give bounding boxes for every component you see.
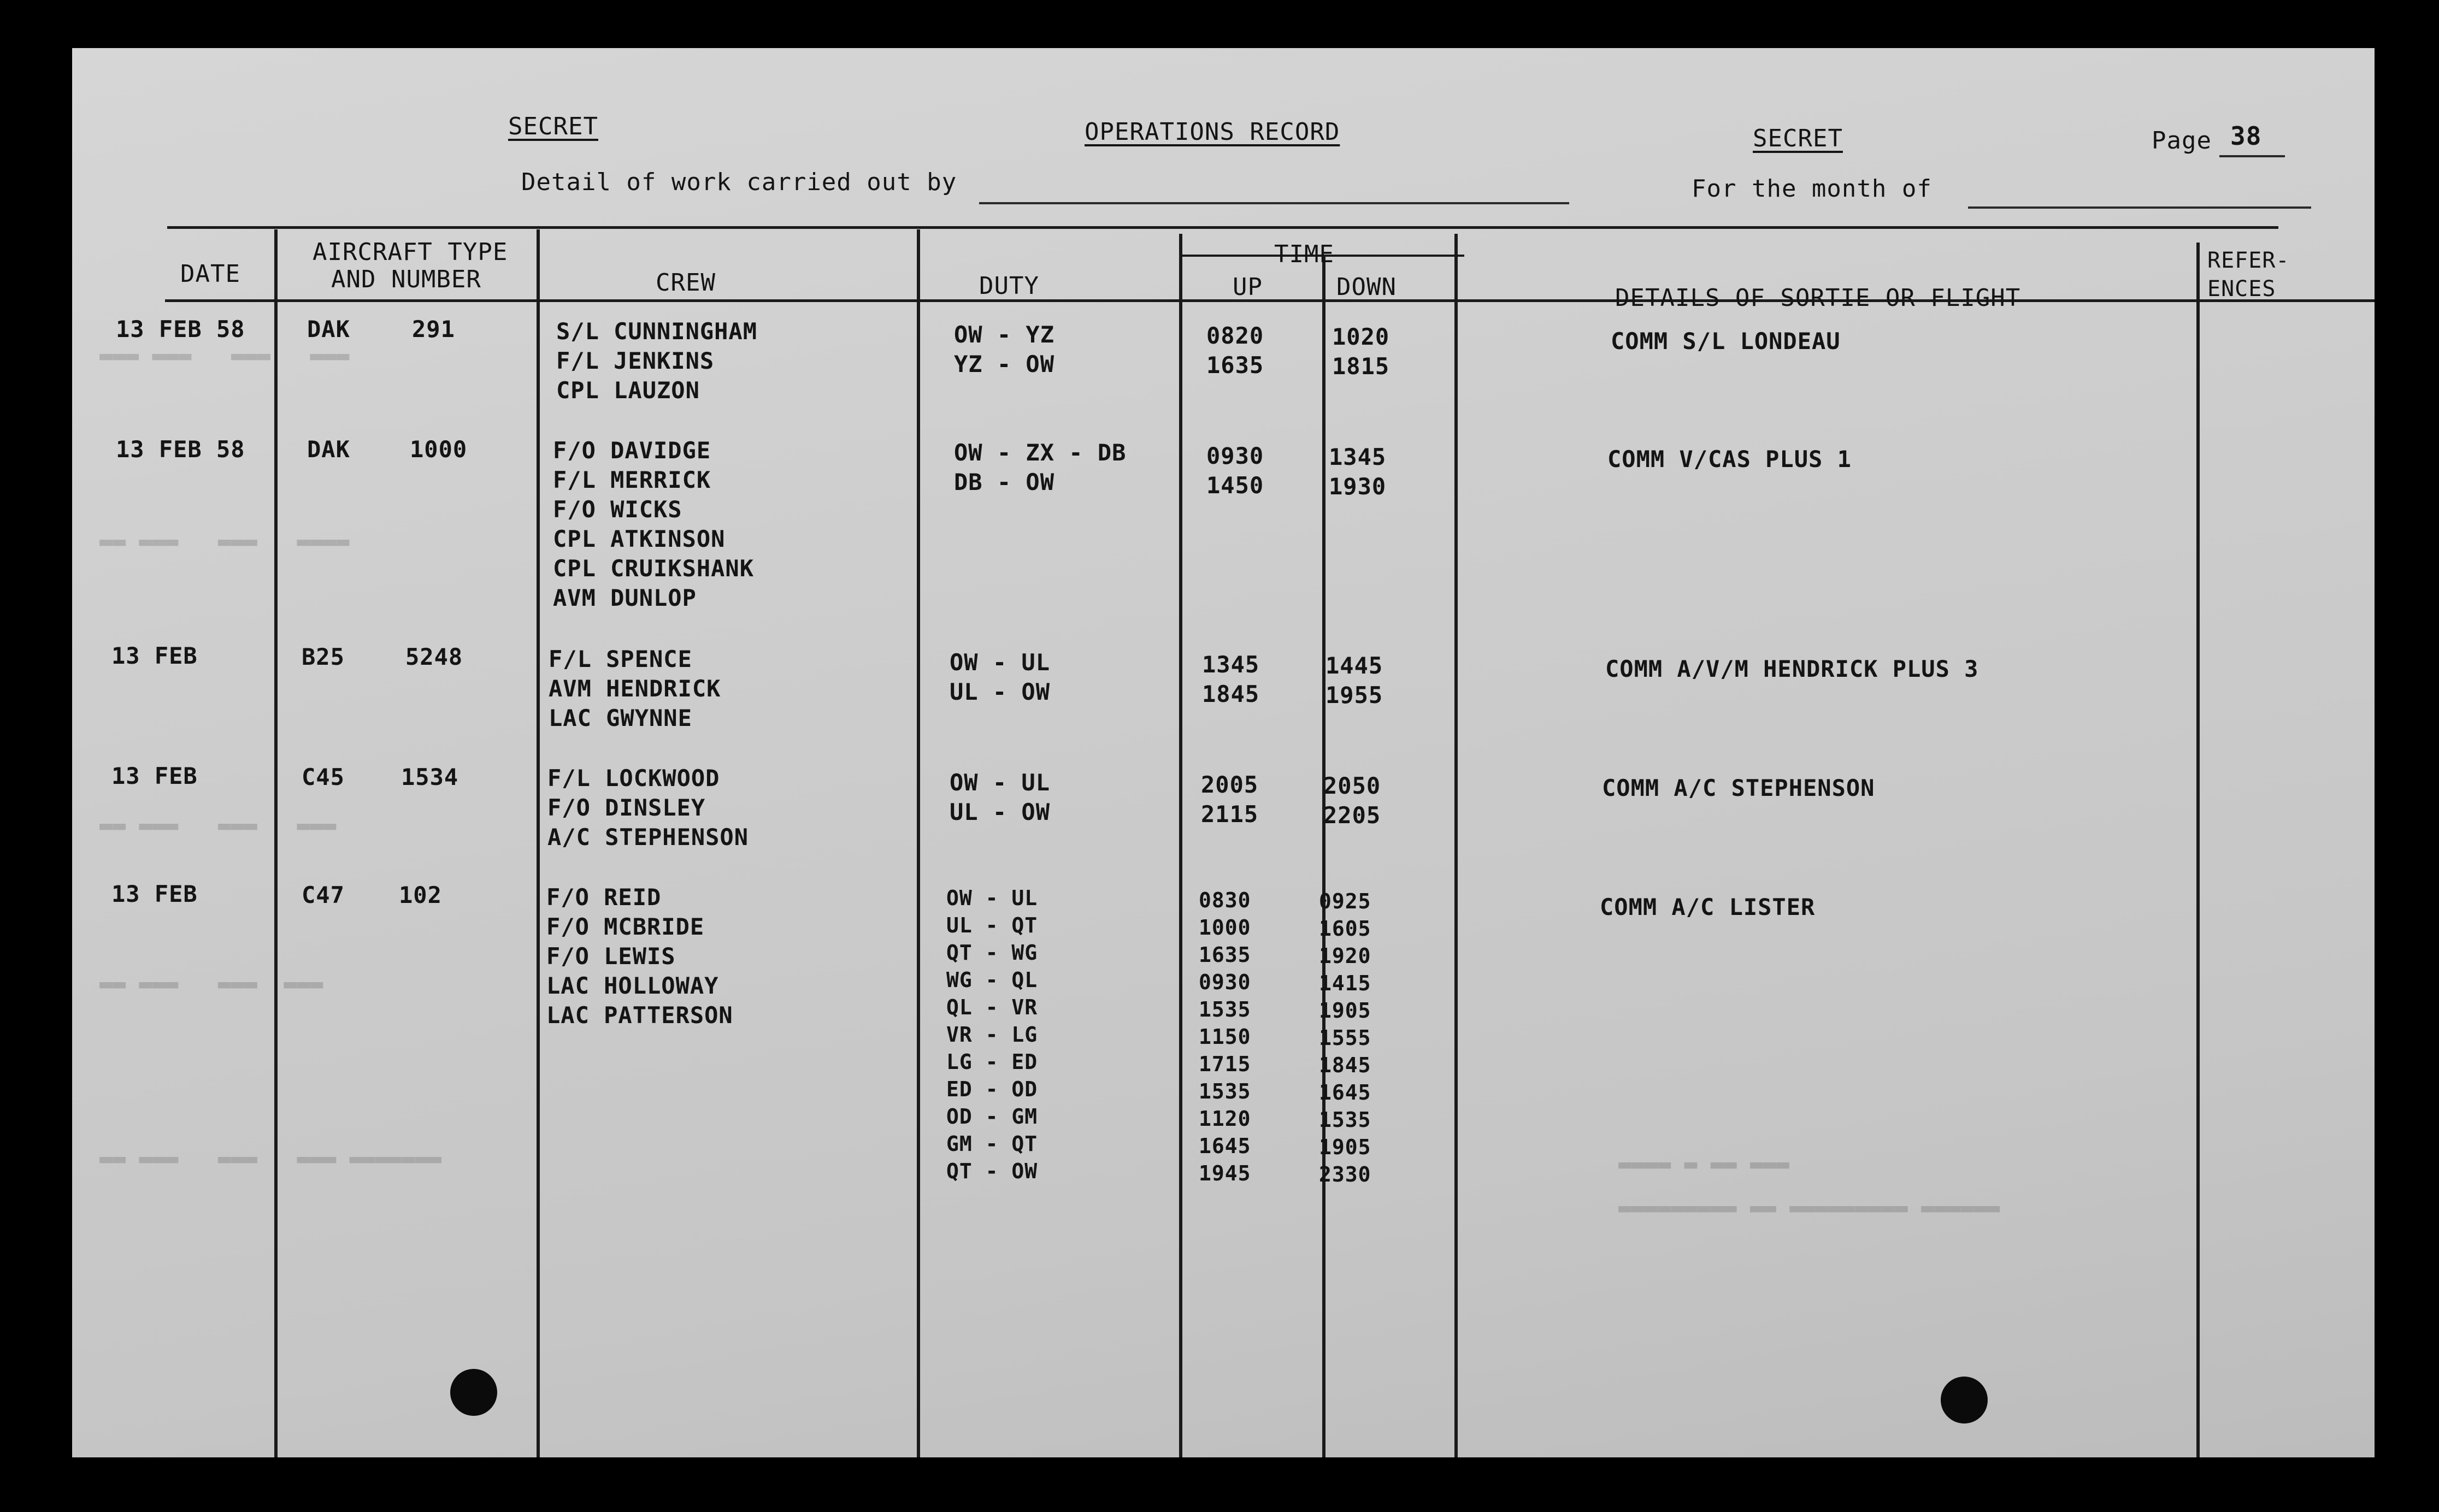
aircraft-type: C47 [302,882,345,908]
sortie-details: COMM A/C LISTER [1600,894,1816,920]
duty-leg: OW - UL [950,649,1051,676]
duty-leg: YZ - OW [954,351,1055,377]
col-divider-crew [917,229,920,1457]
duty-leg: UL - OW [950,678,1051,705]
aircraft-type: DAK [307,316,350,342]
crew-member: F/O DAVIDGE [553,437,711,464]
entry-date: 13 FEB 58 [116,316,245,342]
col-header-date: DATE [180,260,240,288]
col-divider-time [1322,255,1325,1457]
entry-date: 13 FEB [111,881,198,907]
time-down: 1345 [1329,444,1387,470]
col-header-references-1: REFER- [2207,248,2290,273]
time-down: 1020 [1332,323,1390,350]
crew-member: CPL LAUZON [556,377,700,404]
aircraft-type: DAK [307,436,350,463]
time-up: 1535 [1199,1079,1251,1103]
col-header-crew: CREW [656,269,716,297]
time-up: 1000 [1199,916,1251,940]
document-page: SECRET OPERATIONS RECORD SECRET Page 38 Detail of work carried out by For the month of DATE AIRCRAFT TYPE AND NUMBER CREW DUTY TIME UP DOWN DETAILS OF SORTIE OR FLIGHT REFER- ENCES ▬▬▬ ▬▬▬ ▬▬▬ ▬▬▬ ▬▬ ▬▬▬ ▬▬▬ ▬▬▬▬ ▬▬ ▬▬▬ ▬▬▬ ▬▬▬ ▬▬ ▬▬▬ ▬▬▬ ▬▬▬ ▬▬ ▬▬▬ ▬▬▬ ▬▬▬ ▬▬▬▬▬▬▬ ▬▬▬▬ ▬ ▬▬ ▬▬▬ ▬▬▬▬▬▬▬▬▬ ▬▬ ▬▬▬▬▬▬▬▬▬ ▬▬▬▬▬▬ 13 FEB 58 DAK 291 S/L CUNNINGHAM F/L JENKINS CPL LAUZON OW - YZ YZ - OW 0820 1635 1020 1815 COMM S/L LONDEAU 13 FEB 58 DAK 1000 F/O DAVIDGE F/L MERRICK F/O WICKS CPL ATKINSON CPL CRUIKSHANK AVM DUNLOP OW - ZX - DB DB - OW 0930 1450 1345 1930 COMM V/CAS PLUS 1 13 FEB B25 5248 F/L SPENCE AVM HENDRICK LAC GWYNNE OW - UL UL - OW 1345 1845 1445 1955 COMM A/V/M HENDRICK PLUS 3 13 FEB C45 1534 F/L LOCKWOOD F/O DINSLEY A/C STEPHENSON OW - UL UL - OW 2005 2115 2050 2205 COMM A/C STEPHENSON 13 FEB C47 102 F/O REID F/O MCBRIDE F/O LEWIS LAC HOLLOWAY LAC PATTERSON OW - UL UL - QT QT - WG WG - QL QL - VR VR - LG LG - ED ED - OD OD - GM GM - QT QT - OW 0830 1000 1635 0930 1535 1150 1715 1535 1120 1645 1945 0925 1605 1920 1415 1905 1555 1845 1645 1535 1905 2330 COMM A/C LISTER [72,48,2375,1457]
month-label: For the month of [1692,175,1932,203]
crew-member: S/L CUNNINGHAM [556,318,758,345]
crew-member: F/L SPENCE [549,646,692,672]
time-down: 1905 [1319,1135,1371,1159]
table-top-rule [167,226,2278,229]
duty-leg: OD - GM [946,1105,1038,1129]
duty-leg: QT - OW [946,1159,1038,1183]
duty-leg: QL - VR [946,995,1038,1019]
col-divider-duty [1179,234,1182,1457]
detail-label: Detail of work carried out by [521,168,957,196]
time-down: 2050 [1323,772,1381,799]
aircraft-number: 5248 [405,643,463,670]
crew-member: LAC GWYNNE [549,705,692,731]
time-up: 0830 [1199,888,1251,912]
punch-hole [450,1369,497,1416]
time-down: 1930 [1329,473,1387,500]
time-down: 1555 [1319,1026,1371,1050]
table-header-rule [165,299,2375,302]
sortie-details: COMM A/C STEPHENSON [1602,775,1875,801]
col-header-up: UP [1233,273,1263,301]
time-up: 1120 [1199,1107,1251,1131]
classification-left: SECRET [508,113,598,140]
col-divider-aircraft [537,229,540,1457]
time-down: 1905 [1319,999,1371,1023]
crew-member: CPL ATKINSON [553,525,726,552]
col-header-aircraft-1: AIRCRAFT TYPE [313,238,508,266]
time-up: 1715 [1199,1052,1251,1076]
sortie-details: COMM S/L LONDEAU [1611,328,1841,355]
time-down: 1645 [1319,1080,1371,1105]
crew-member: LAC HOLLOWAY [546,972,719,999]
page-number: 38 [2230,121,2262,151]
duty-leg: OW - UL [946,886,1038,910]
time-up: 1945 [1199,1161,1251,1185]
time-up: 1150 [1199,1025,1251,1049]
crew-member: CPL CRUIKSHANK [553,555,755,582]
crew-member: F/O REID [546,884,662,911]
aircraft-number: 291 [412,316,455,342]
aircraft-number: 1000 [410,436,468,463]
crew-member: F/O WICKS [553,496,682,523]
sortie-details: COMM V/CAS PLUS 1 [1607,446,1852,472]
entry-date: 13 FEB [111,642,198,669]
detail-blank-line [979,202,1569,204]
col-header-time: TIME [1274,240,1334,268]
col-header-duty: DUTY [979,272,1039,300]
time-up: 1845 [1202,681,1260,707]
crew-member: A/C STEPHENSON [547,824,749,850]
month-blank-line [1968,206,2311,209]
time-up: 1535 [1199,997,1251,1021]
time-up: 1635 [1206,352,1264,379]
duty-leg: GM - QT [946,1132,1038,1156]
time-down: 1605 [1319,917,1371,941]
punch-hole [1941,1377,1988,1424]
time-up: 2005 [1201,771,1259,798]
time-up: 0930 [1206,442,1264,469]
time-up: 1450 [1206,472,1264,499]
crew-member: F/L JENKINS [556,347,715,374]
col-divider-down [1454,234,1458,1457]
aircraft-number: 102 [399,882,442,908]
crew-member: F/O LEWIS [546,943,676,970]
col-divider-date [274,229,278,1457]
page-label: Page [2152,127,2212,155]
time-up: 1645 [1199,1134,1251,1158]
time-down: 1955 [1325,682,1383,708]
duty-leg: OW - UL [950,769,1051,796]
duty-leg: QT - WG [946,941,1038,965]
time-down: 0925 [1319,889,1371,913]
col-divider-details [2196,243,2200,1457]
crew-member: F/O DINSLEY [547,794,706,821]
time-down: 2205 [1323,802,1381,829]
time-down: 1445 [1325,652,1383,679]
col-header-aircraft-2: AND NUMBER [331,265,481,293]
duty-leg: OW - ZX - DB [954,439,1127,466]
crew-member: F/L LOCKWOOD [547,765,720,792]
time-down: 1920 [1319,944,1371,968]
crew-member: F/L MERRICK [553,466,711,493]
time-up: 1635 [1199,943,1251,967]
sortie-details: COMM A/V/M HENDRICK PLUS 3 [1605,655,1979,682]
time-up: 0930 [1199,970,1251,994]
page-title: OPERATIONS RECORD [1085,118,1340,146]
duty-leg: VR - LG [946,1023,1038,1047]
duty-leg: UL - QT [946,913,1038,937]
entry-date: 13 FEB 58 [116,436,245,463]
time-down: 2330 [1319,1162,1371,1186]
col-header-details: DETAILS OF SORTIE OR FLIGHT [1615,284,2021,312]
page-number-line [2219,155,2285,157]
duty-leg: OW - YZ [954,321,1055,348]
duty-leg: ED - OD [946,1077,1038,1101]
crew-member: AVM DUNLOP [553,584,697,611]
time-down: 1815 [1332,353,1390,380]
duty-leg: UL - OW [950,799,1051,825]
entry-date: 13 FEB [111,763,198,789]
time-up: 2115 [1201,801,1259,828]
crew-member: F/O MCBRIDE [546,913,705,940]
aircraft-type: C45 [302,764,345,790]
time-up: 0820 [1206,322,1264,349]
time-down: 1845 [1319,1053,1371,1077]
col-header-down: DOWN [1336,273,1397,301]
crew-member: AVM HENDRICK [549,675,721,702]
duty-leg: LG - ED [946,1050,1038,1074]
time-down: 1415 [1319,971,1371,995]
classification-right: SECRET [1753,125,1843,152]
aircraft-type: B25 [302,643,345,670]
col-header-references-2: ENCES [2207,276,2276,302]
aircraft-number: 1534 [401,764,459,790]
duty-leg: WG - QL [946,968,1038,992]
duty-leg: DB - OW [954,469,1055,495]
time-up: 1345 [1202,651,1260,678]
crew-member: LAC PATTERSON [546,1002,733,1029]
time-down: 1535 [1319,1108,1371,1132]
